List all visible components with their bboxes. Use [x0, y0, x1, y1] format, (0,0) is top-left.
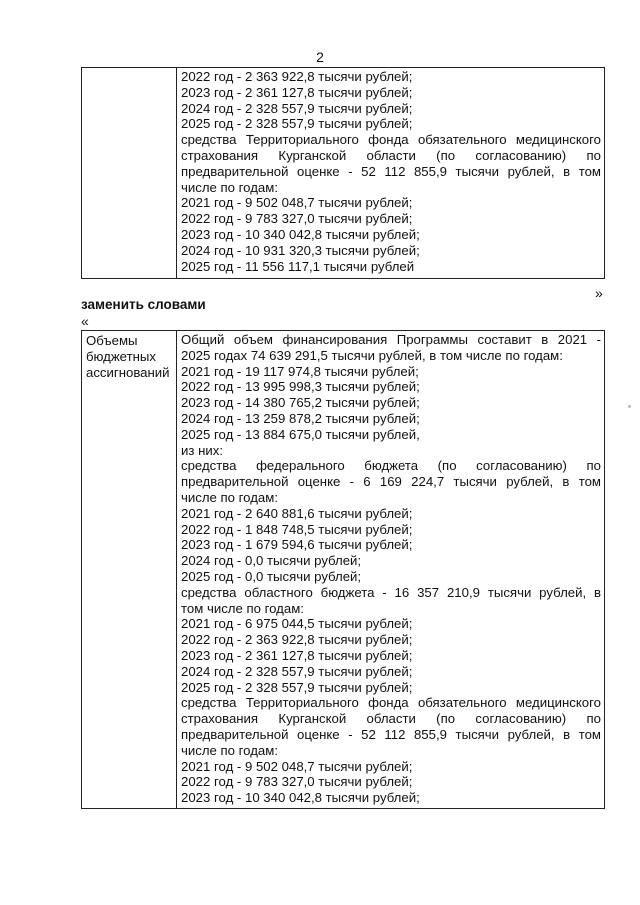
table-line: 2022 год - 2 363 922,8 тысячи рублей; — [181, 632, 413, 648]
table-line: числе по годам: — [181, 742, 278, 758]
table-line: страхования Курганской области (по согласованию) по — [181, 147, 601, 163]
table-line: 2021 год - 19 117 974,8 тысячи рублей; — [181, 363, 419, 379]
table-line: средства Территориального фонда обязательного медицинского — [181, 132, 601, 148]
table-line: 2023 год - 1 679 594,6 тысячи рублей; — [181, 537, 413, 553]
table-line: 2024 год - 0,0 тысячи рублей; — [181, 553, 362, 569]
table-line: предварительной оценке - 52 112 855,9 тысячи рублей, в том — [181, 726, 601, 742]
table-line: 2022 год - 9 783 327,0 тысячи рублей; — [181, 774, 413, 790]
table-content-cell — [177, 331, 604, 808]
table-line: 2022 год - 1 848 748,5 тысячи рублей; — [181, 521, 413, 537]
financing-table-old — [81, 67, 605, 279]
table-line: предварительной оценке - 52 112 855,9 тысячи рублей, в том — [181, 163, 601, 179]
table-line: 2025 год - 0,0 тысячи рублей; — [181, 568, 362, 584]
table-line: том числе по годам: — [181, 600, 304, 616]
table-line: средства федерального бюджета (по согласованию) по — [181, 458, 601, 474]
replace-instruction: заменить словами — [81, 297, 206, 312]
financing-table-new — [81, 330, 605, 809]
table-line: из них: — [181, 442, 223, 458]
table-line: 2025 год - 2 328 557,9 тысячи рублей; — [181, 679, 413, 695]
table-line: 2023 год - 2 361 127,8 тысячи рублей; — [181, 647, 413, 663]
scan-speck — [628, 405, 631, 408]
table-line: 2023 год - 10 340 042,8 тысячи рублей; — [181, 226, 420, 242]
table-line: 2023 год - 14 380 765,2 тысячи рублей; — [181, 395, 420, 411]
table-line: предварительной оценке - 6 169 224,7 тысячи рублей, в том — [181, 474, 601, 490]
table-line: 2024 год - 13 259 878,2 тысячи рублей; — [181, 410, 420, 426]
table-line: 2025 годах 74 639 291,5 тысячи рублей, в том числе по годам: — [181, 347, 563, 363]
table-line: 2021 год - 9 502 048,7 тысячи рублей; — [181, 195, 413, 211]
page-number: 2 — [316, 49, 324, 65]
table-line: числе по годам: — [181, 179, 278, 195]
table-label-cell — [82, 68, 177, 278]
table-line: числе по годам: — [181, 489, 278, 505]
table-line: 2021 год - 2 640 881,6 тысячи рублей; — [181, 505, 413, 521]
opening-quote: « — [81, 313, 89, 329]
table-content-cell — [177, 68, 604, 278]
table-line: 2024 год - 10 931 320,3 тысячи рублей; — [181, 242, 420, 258]
table-line: 2025 год - 13 884 675,0 тысячи рублей, — [181, 426, 420, 442]
table-line: 2025 год - 11 556 117,1 тысячи рублей — [181, 258, 415, 274]
table-line: 2021 год - 6 975 044,5 тысячи рублей; — [181, 616, 413, 632]
table-line: 2021 год - 9 502 048,7 тысячи рублей; — [181, 758, 413, 774]
table-line: 2024 год - 2 328 557,9 тысячи рублей; — [181, 663, 413, 679]
table-line: 2025 год - 2 328 557,9 тысячи рублей; — [181, 116, 413, 132]
table-line: средства Территориального фонда обязательного медицинского — [181, 695, 601, 711]
table-line: 2023 год - 2 361 127,8 тысячи рублей; — [181, 84, 413, 100]
table-line: средства областного бюджета - 16 357 210,9 тысячи рублей, в — [181, 584, 601, 600]
closing-quote: » — [595, 285, 603, 301]
table-line: 2022 год - 2 363 922,8 тысячи рублей; — [181, 69, 413, 84]
table-line: страхования Курганской области (по согласованию) по — [181, 711, 601, 727]
table-line: 2022 год - 9 783 327,0 тысячи рублей; — [181, 211, 413, 227]
table-line: 2023 год - 10 340 042,8 тысячи рублей; — [181, 790, 420, 806]
table-line: 2022 год - 13 995 998,3 тысячи рублей; — [181, 379, 420, 395]
table-line: Общий объем финансирования Программы составит в 2021 - — [181, 332, 601, 347]
table-label-cell: Объемы бюджетных ассигнований — [82, 331, 177, 808]
table-line: 2024 год - 2 328 557,9 тысячи рублей; — [181, 100, 413, 116]
